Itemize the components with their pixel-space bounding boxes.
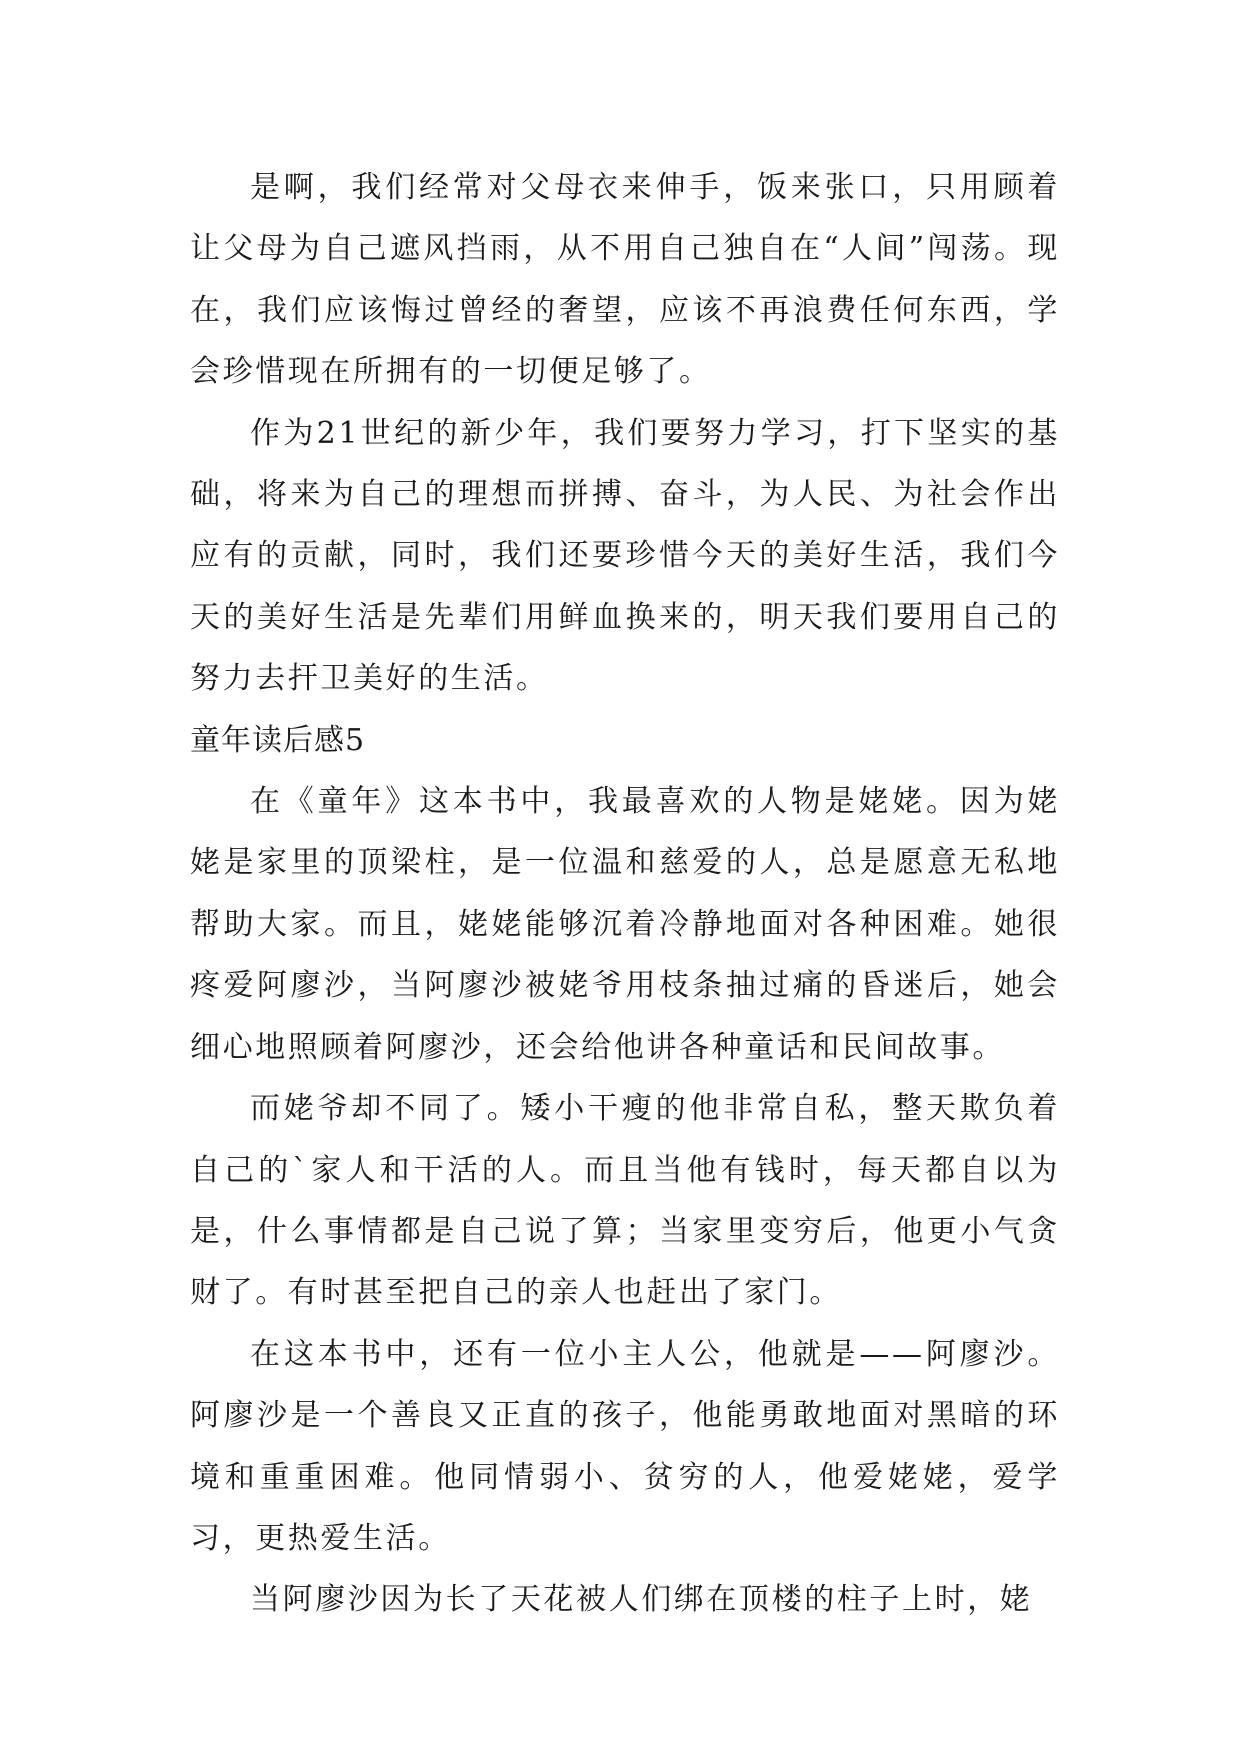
document-body	[190, 157, 1060, 1631]
paragraph: 在这本书中，还有一位小主人公，他就是——阿廖沙。阿廖沙是一个善良又正直的孩子，他能勇敢地面对黑暗的环境和重重困难。他同情弱小、贫穷的人，他爱姥姥，爱学习，更热爱生活。	[190, 1336, 1060, 1556]
section-heading: 童年读后感5	[190, 722, 366, 758]
paragraph: 当阿廖沙因为长了天花被人们绑在顶楼的柱子上时，姥	[250, 1582, 1033, 1618]
paragraph: 作为21世纪的新少年，我们要努力学习，打下坚实的基础，将来为自己的理想而拼搏、奋斗，为人民、为社会作出应有的贡献，同时，我们还要珍惜今天的美好生活，我们今天的美好生活是先辈们用鲜血换来的，明天我们要用自己的努力去扞卫美好的生活。	[190, 415, 1060, 697]
paragraph: 而姥爷却不同了。矮小干瘦的他非常自私，整天欺负着自己的`家人和干活的人。而且当他有钱时，每天都自以为是，什么事情都是自己说了算；当家里变穷后，他更小气贪财了。有时甚至把自己的亲人也赶出了家门。	[190, 1091, 1060, 1311]
paragraph: 是啊，我们经常对父母衣来伸手，饭来张口，只用顾着让父母为自己遮风挡雨，从不用自己独自在“人间”闯荡。现在，我们应该悔过曾经的奢望，应该不再浪费任何东西，学会珍惜现在所拥有的一切便足够了。	[190, 170, 1060, 390]
paragraph: 在《童年》这本书中，我最喜欢的人物是姥姥。因为姥姥是家里的顶梁柱，是一位温和慈爱的人，总是愿意无私地帮助大家。而且，姥姥能够沉着冷静地面对各种困难。她很疼爱阿廖沙，当阿廖沙被姥爷用枝条抽过痛的昏迷后，她会细心地照顾着阿廖沙，还会给他讲各种童话和民间故事。	[190, 784, 1060, 1065]
